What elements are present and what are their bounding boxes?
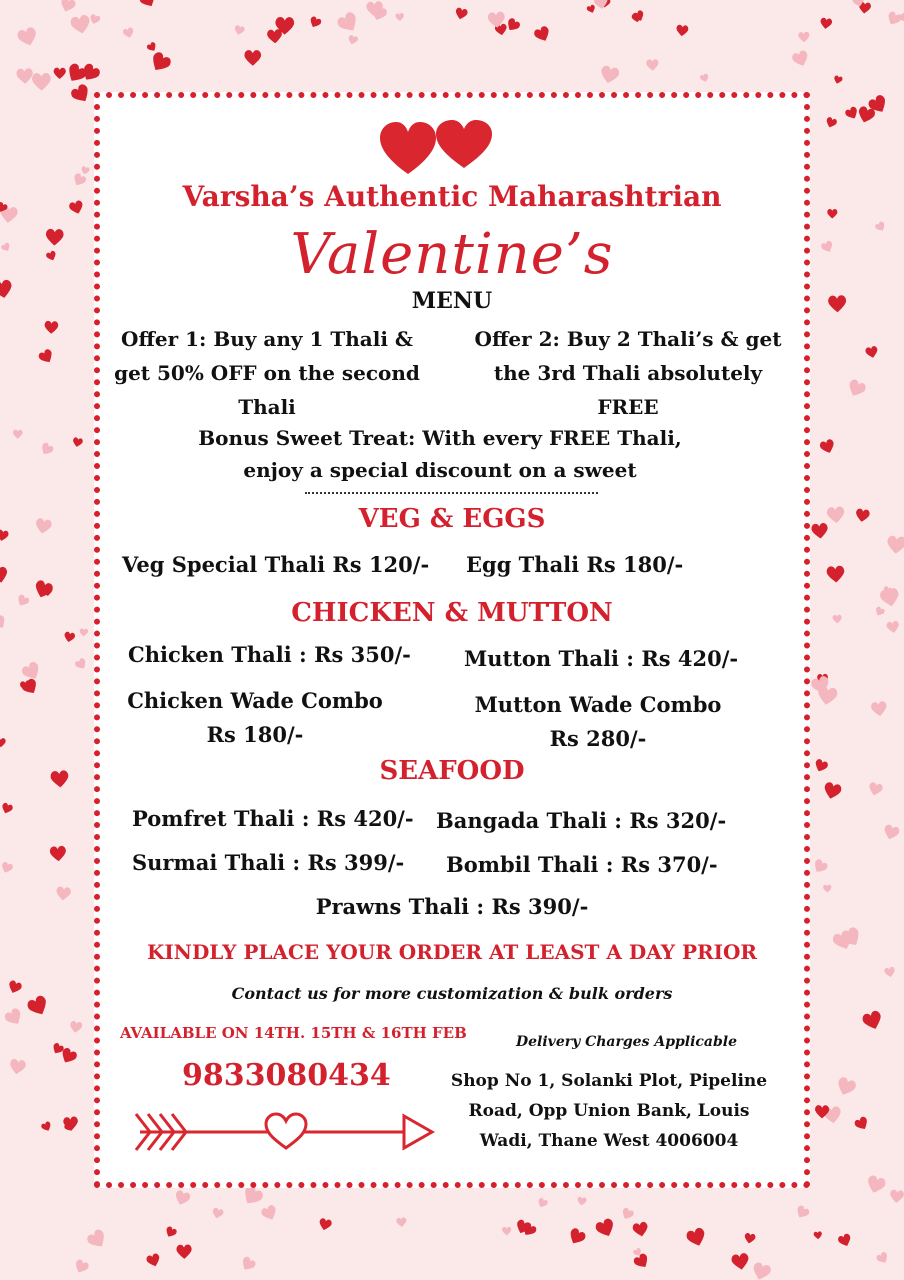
valentines-script-title: Valentine’s (290, 222, 614, 287)
confetti-heart (79, 628, 88, 636)
confetti-heart (73, 1258, 90, 1275)
confetti-heart (835, 1076, 858, 1098)
confetti-heart (825, 116, 838, 129)
confetti-heart (826, 565, 845, 583)
delivery-note: Delivery Charges Applicable (516, 1034, 738, 1050)
confetti-heart (882, 824, 900, 842)
menu-item: Bombil Thali : Rs 370/- (446, 852, 718, 877)
section-title-chicken-mutton: CHICKEN & MUTTON (291, 598, 613, 628)
confetti-heart (794, 1204, 811, 1220)
confetti-heart (146, 41, 158, 53)
confetti-heart (454, 7, 468, 21)
confetti-heart (0, 738, 6, 747)
offer-1: Offer 1: Buy any 1 Thali & get 50% OFF on the second Thali (114, 327, 420, 419)
menu-item: Bangada Thali : Rs 320/- (436, 808, 727, 833)
confetti-heart (69, 83, 93, 106)
confetti-heart (865, 346, 879, 360)
confetti-heart (37, 348, 55, 366)
confetti-heart (861, 1010, 884, 1032)
confetti-heart (594, 1217, 617, 1239)
confetti-heart (39, 441, 55, 457)
confetti-heart (502, 1227, 511, 1236)
menu-item: Pomfret Thali : Rs 420/- (132, 806, 414, 831)
menu-item: Prawns Thali : Rs 390/- (315, 894, 589, 919)
confetti-heart (646, 59, 659, 71)
two-hearts-icon (378, 120, 496, 176)
restaurant-name: Varsha’s Authentic Maharashtrian (182, 180, 722, 213)
confetti-heart (69, 1021, 83, 1034)
confetti-heart (811, 858, 829, 875)
contact-note: Contact us for more customization & bulk orders (231, 984, 673, 1003)
confetti-heart (871, 701, 888, 717)
confetti-heart (335, 10, 361, 36)
confetti-heart (833, 75, 843, 85)
confetti-heart (122, 27, 135, 39)
section-title-veg-eggs: VEG & EGGS (358, 504, 546, 534)
menu-item: Egg Thali Rs 180/- (466, 552, 684, 577)
confetti-heart (844, 106, 860, 122)
confetti-heart (685, 1227, 708, 1249)
menu-item: Mutton Thali : Rs 420/- (464, 646, 739, 671)
confetti-heart (875, 1251, 890, 1266)
confetti-heart (70, 14, 92, 35)
confetti-heart (308, 16, 322, 30)
confetti-heart (751, 1261, 773, 1280)
confetti-heart (13, 430, 23, 439)
confetti-heart (566, 1227, 587, 1247)
confetti-heart (813, 1231, 822, 1239)
phone-number: 9833080434 (182, 1058, 391, 1093)
confetti-heart (164, 1225, 178, 1239)
confetti-heart (599, 65, 620, 85)
confetti-heart (0, 566, 9, 584)
address: Shop No 1, Solanki Plot, Pipeline Road, Opp Union Bank, Louis Wadi, Thane West 4006004 (450, 1071, 768, 1151)
confetti-heart (0, 861, 14, 875)
confetti-heart (148, 50, 173, 75)
confetti-heart (853, 1115, 870, 1132)
confetti-heart (396, 1217, 407, 1227)
confetti-heart (74, 657, 89, 671)
confetti-heart (885, 10, 903, 27)
confetti-heart (32, 73, 51, 91)
confetti-heart (89, 14, 101, 26)
confetti-heart (72, 437, 83, 448)
menu-item: Chicken Wade Combo Rs 180/- (127, 688, 383, 747)
dotted-divider (305, 492, 598, 494)
confetti-heart (632, 1221, 649, 1238)
confetti-heart (504, 17, 521, 34)
confetti-heart (798, 32, 810, 43)
confetti-heart (44, 321, 58, 334)
menu-item: Surmai Thali : Rs 399/- (132, 850, 405, 875)
confetti-heart (536, 1197, 548, 1209)
confetti-heart (85, 1228, 109, 1252)
menu-item: Veg Special Thali Rs 120/- (122, 552, 430, 577)
confetti-heart (50, 846, 67, 862)
confetti-heart (819, 438, 836, 455)
confetti-heart (16, 68, 33, 84)
confetti-heart (138, 0, 158, 10)
confetti-heart (233, 25, 245, 36)
confetti-heart (63, 631, 75, 643)
confetti-heart (40, 1121, 52, 1133)
confetti-heart (239, 1255, 257, 1273)
confetti-heart (820, 17, 833, 29)
bonus-offer: Bonus Sweet Treat: With every FREE Thali, enjoy a special discount on a sweet (198, 426, 682, 482)
confetti-heart (699, 73, 709, 83)
order-notice: KINDLY PLACE YOUR ORDER AT LEAST A DAY PRIOR (146, 940, 758, 964)
confetti-heart (211, 1207, 224, 1220)
confetti-heart (318, 1218, 333, 1232)
confetti-heart (886, 535, 904, 554)
confetti-heart (744, 1232, 756, 1244)
menu-item: Mutton Wade Combo Rs 280/- (474, 692, 722, 751)
confetti-heart (884, 966, 896, 978)
confetti-heart (620, 1207, 635, 1222)
offer-2: Offer 2: Buy 2 Thali’s & get the 3rd Thali absolutely FREE (474, 327, 782, 419)
menu-item: Chicken Thali : Rs 350/- (128, 642, 411, 667)
confetti-heart (845, 378, 867, 399)
confetti-heart (173, 1189, 191, 1207)
confetti-heart (533, 25, 552, 44)
confetti-heart (865, 1174, 887, 1195)
confetti-heart (731, 1252, 750, 1270)
confetti-heart (54, 68, 66, 80)
confetti-heart (3, 1007, 25, 1028)
confetti-heart (889, 1189, 904, 1203)
confetti-heart (395, 13, 404, 21)
confetti-heart (632, 1252, 651, 1271)
confetti-heart (676, 24, 689, 36)
confetti-heart (0, 802, 13, 815)
confetti-heart (20, 677, 40, 697)
confetti-heart (64, 62, 88, 86)
confetti-heart (347, 34, 359, 45)
confetti-heart (823, 885, 831, 893)
availability: AVAILABLE ON 14TH. 15TH & 16TH FEB (120, 1024, 467, 1042)
confetti-heart (244, 50, 261, 66)
confetti-heart (577, 1196, 587, 1206)
confetti-heart (791, 49, 811, 68)
menu-label: MENU (411, 288, 493, 314)
confetti-heart (80, 166, 90, 176)
confetti-heart (837, 1233, 853, 1248)
section-title-seafood: SEAFOOD (379, 756, 525, 786)
confetti-heart (59, 0, 77, 14)
confetti-heart (16, 26, 39, 48)
confetti-heart (586, 4, 596, 14)
confetti-heart (9, 1058, 27, 1075)
confetti-heart (267, 29, 283, 44)
confetti-heart (176, 1244, 192, 1259)
confetti-heart (146, 1253, 162, 1269)
confetti-heart (260, 1204, 279, 1223)
arrow-heart-icon (132, 1108, 436, 1156)
